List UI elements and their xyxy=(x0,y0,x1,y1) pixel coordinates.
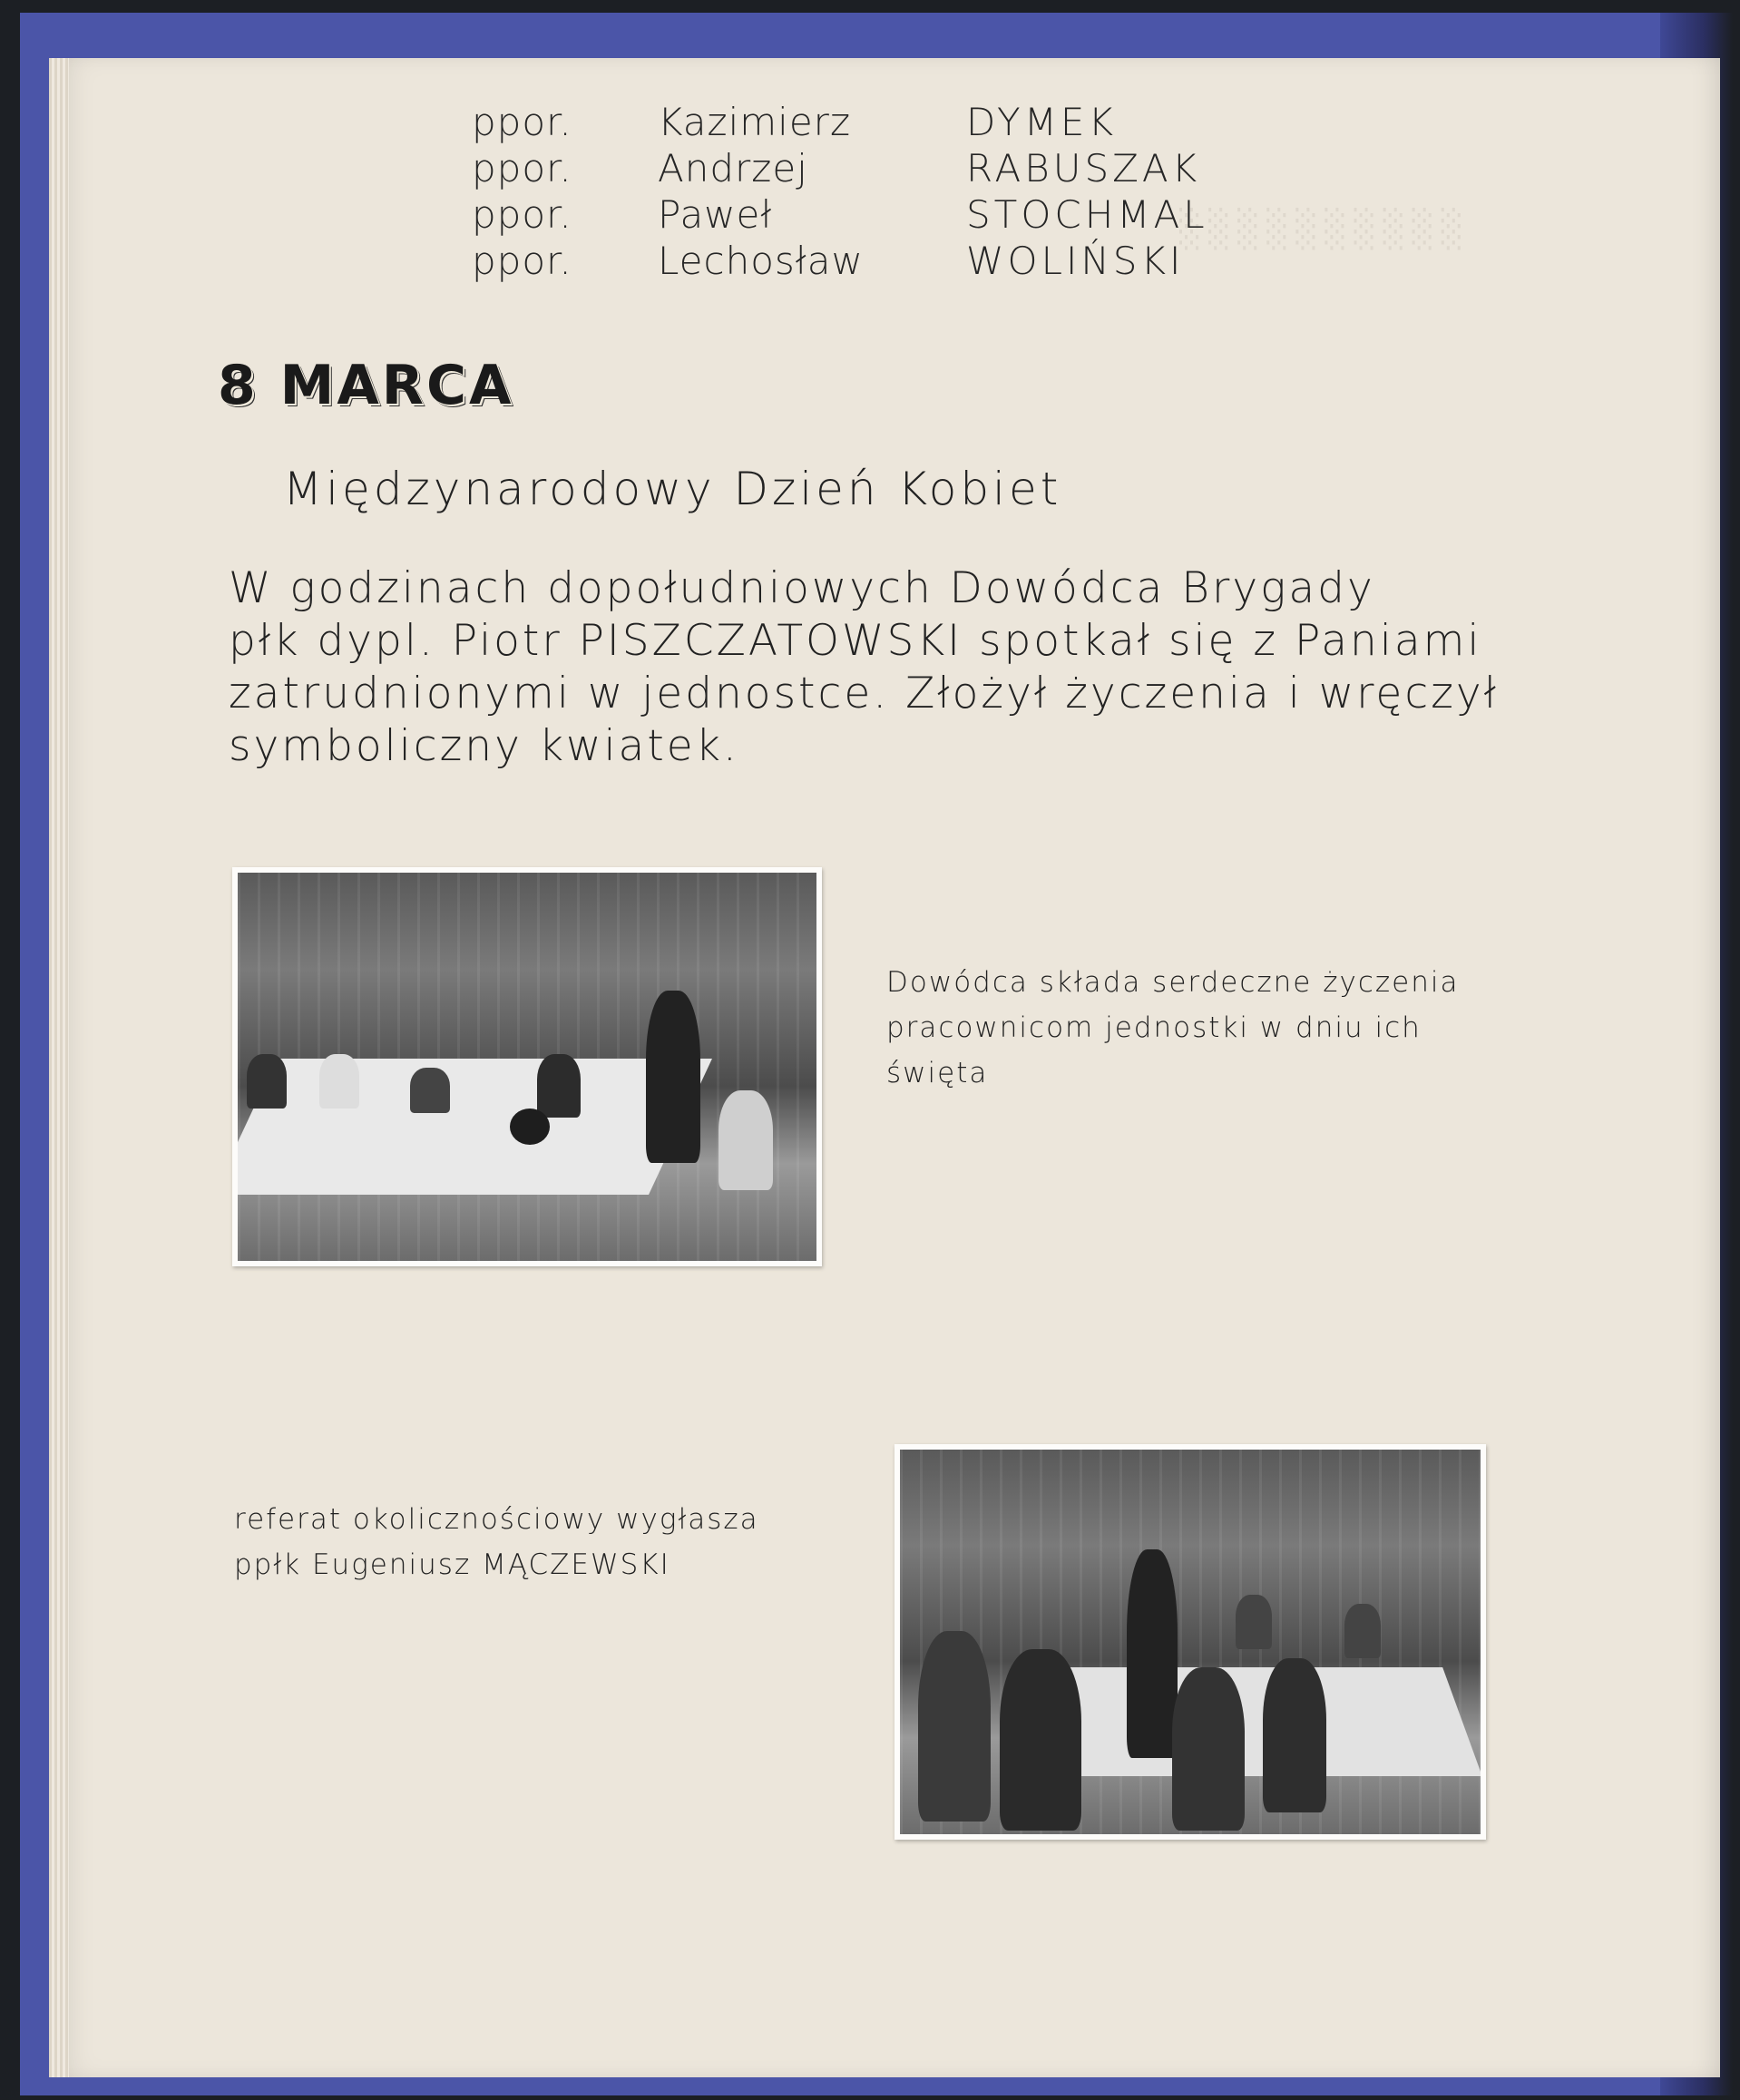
photo-figure xyxy=(1263,1658,1326,1812)
paragraph-line: zatrudnionymi w jednostce. Złożył życzenia i wręczył xyxy=(229,669,1500,718)
officer-first-name: Lechosław xyxy=(658,239,864,283)
photo2-caption xyxy=(234,1497,759,1587)
officer-first-name: Kazimierz xyxy=(658,100,851,144)
officer-rank: ppor. xyxy=(472,146,572,190)
photo-figure xyxy=(410,1068,450,1113)
photo-figure xyxy=(537,1054,581,1118)
photo-image xyxy=(238,873,816,1261)
caption-line: pracownicom jednostki w dniu ich xyxy=(886,1011,1422,1044)
photo1-caption xyxy=(886,960,1460,1096)
photo-figure xyxy=(1172,1667,1245,1831)
caption-line: święta xyxy=(886,1057,989,1089)
photo-figure xyxy=(1127,1549,1178,1758)
photo-lecture xyxy=(894,1444,1486,1840)
date-heading: 8 MARCA xyxy=(218,354,514,417)
photo-figure xyxy=(1344,1604,1381,1658)
photo-figure xyxy=(918,1631,991,1822)
page-stack-edge xyxy=(49,58,69,2077)
caption-line: ppłk Eugeniusz MĄCZEWSKI xyxy=(234,1548,670,1581)
officer-first-name: Andrzej xyxy=(658,146,808,190)
caption-line: Dowódca składa serdeczne życzenia xyxy=(886,966,1460,999)
photo-figure xyxy=(646,991,700,1163)
officer-last-name: WOLIŃSKI xyxy=(966,239,1185,283)
photo-figure xyxy=(1236,1595,1272,1649)
officer-last-name: DYMEK xyxy=(966,100,1118,144)
officer-rank: ppor. xyxy=(472,100,572,144)
photo-vase xyxy=(510,1109,550,1145)
officer-rank: ppor. xyxy=(472,192,572,237)
bleed-through-texture: ░░░░░░░░░░ xyxy=(1179,209,1471,250)
photo-figure xyxy=(1000,1649,1081,1831)
photo-commander-greeting xyxy=(232,867,822,1266)
event-description xyxy=(229,562,1626,773)
officer-last-name: RABUSZAK xyxy=(966,146,1201,190)
paragraph-line: płk dypl. Piotr PISZCZATOWSKI spotkał się z Paniami xyxy=(229,616,1482,666)
photo-table xyxy=(1025,1667,1481,1776)
caption-line: referat okolicznościowy wygłasza xyxy=(234,1503,759,1536)
paragraph-line: W godzinach dopołudniowych Dowódca Brygady xyxy=(229,563,1375,613)
officer-first-name: Paweł xyxy=(658,192,773,237)
photo-figure xyxy=(247,1054,287,1109)
photo-figure xyxy=(718,1090,773,1190)
photo-figure xyxy=(319,1054,359,1109)
paragraph-line: symboliczny kwiatek. xyxy=(229,721,739,771)
officer-rank: ppor. xyxy=(472,239,572,283)
event-title: Międzynarodowy Dzień Kobiet xyxy=(283,463,1062,515)
photo-table xyxy=(238,1059,712,1195)
officer-last-name: STOCHMAL xyxy=(966,192,1208,237)
photo-image xyxy=(900,1450,1481,1834)
